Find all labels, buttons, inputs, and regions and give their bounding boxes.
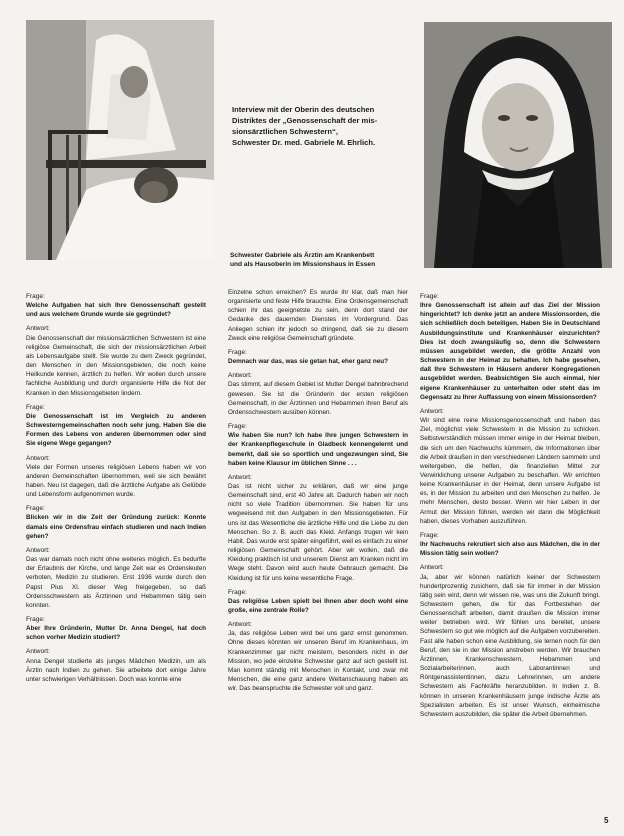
label-antwort: Antwort:: [26, 325, 50, 333]
answer-text: Wir sind eine reine Missionsgenossenschaft und haben das Ziel, möglichst viele Schwestern in die Mission zu schicken. Selbstverständlich müssen immer einige in der Heimat bleiben, die sich um den Nachwuchs kümmern, die Informationen über die Arbeit draußen in den verschiedenen Ländern sammeln und weitergeben, die helfen, die finanziellen Mittel zur Verwirklichung unserer Aufgaben zu beschaffen. Wir errichten keine Krankenhäuser in der Heimat, denn unsere Aufgabe ist es, in der Mission zu arbeiten und den Menschen zu helfen. Je mehr Menschen, desto besser. Wenn wir hier Leben in der Armut der Mission führen, werden wir dann die Möglichkeit haben, dieses Vorhaben auszuführen.: [420, 417, 600, 525]
question-text: Ihre Genossenschaft ist allein auf das Ziel der Mission hingerichtet? Ich denke jetzt an andere Missionsorden, die sich schließlich doch beteiligen. Haben Sie in Deutschland Ausbildungsinstitute und Krankenhäuser einzurichten? Dies ist doch zwangsläufig so, denn die Schwestern müssen ausgebildet werden, die größte Anzahl von Schwestern in der Heimat zu behalten. Ich habe gesehen, daß Ihre Schwestern in Häusern anderer Kongregationen ausgebildet werden. Beabsichtigen Sie auch einmal, hier eigene Krankenhäuser zu unterhalten oder steht das im Gegensatz zu Ihrer Auffassung von einem Missionsorden?: [420, 302, 600, 401]
bedside-photo-illustration: [26, 20, 214, 260]
label-antwort: Antwort:: [420, 407, 444, 415]
interview-intro: [232, 104, 417, 148]
question-text: Blicken wir in die Zeit der Gründung zurück: Konnte damals eine Ordensfrau einfach studieren und nach Indien gehen?: [26, 514, 206, 540]
text-column-2: [228, 288, 408, 818]
intro-line-4: Schwester Dr. med. Gabriele M. Ehrlich.: [232, 138, 376, 147]
photo-caption: [230, 252, 410, 269]
label-antwort: Antwort:: [420, 564, 444, 572]
photo-nun-at-bedside: [26, 20, 214, 260]
text-column-1: [26, 290, 206, 820]
question-text: Welche Aufgaben hat sich Ihre Genossenschaft gestellt und aus welchem Grunde wurde sie gegründet?: [26, 302, 206, 319]
label-frage: Frage:: [228, 588, 247, 596]
question-text: Wie haben Sie nun? Ich habe Ihre jungen Schwestern in der Krankenpflegeschule in Gladbeck kennengelernt und bemerkt, daß sie so sportlich und ungezwungen sind, Sie haben keine Klausur im üblichen Sinne . . .: [228, 432, 408, 467]
label-antwort: Antwort:: [26, 454, 50, 462]
label-antwort: Antwort:: [26, 546, 50, 554]
answer-text: Das stimmt, auf diesem Gebiet ist Mutter Dengel bahnbrechend gewesen. Sie ist die Gründerin der ersten religiösen Gemeinschaft, in der Ärztinnen und Hebammen ihren Beruf als Ordensschwestern ausüben können.: [228, 381, 408, 416]
answer-text: Anna Dengel studierte als junges Mädchen Medizin, um als Ärztin nach Indien zu gehen. Sie arbeitete dort einige Jahre unter schwierigen Verhältnissen. Doch was konnte eine: [26, 657, 206, 683]
answer-text: Viele der Formen unseres religiösen Lebens haben wir von anderen Gemeinschaften übernommen, weil sie sich bewährt haben. Neu ist dagegen, daß die ärztliche Aufgabe als Gelübde und Lebensform aufgenommen wurde.: [26, 463, 206, 499]
answer-text: Das war damals noch nicht ohne weiteres möglich. Es bedurfte der Erlaubnis der Kirche, und lange Zeit war es Ordensleuten verboten, Medizin zu studieren. Erst 1936 wurde durch den Papst Pius XI. dieser Weg freigegeben, so daß Ordensschwestern als Ärztinnen und Hebammen tätig sein konnten.: [26, 556, 206, 609]
label-frage: Frage:: [228, 348, 247, 356]
label-frage: Frage:: [26, 505, 45, 513]
question-text: Ihr Nachwuchs rekrutiert sich also aus Mädchen, die in der Mission tätig sein wollen?: [420, 541, 600, 558]
label-antwort: Antwort:: [228, 473, 252, 481]
label-frage: Frage:: [420, 531, 439, 539]
answer-text: Ja, aber wir können natürlich keiner der Schwestern hundertprozentig zusichern, daß sie für immer in der Mission tätig sein wird, denn wir wissen nie, was uns die Zukunft bringt. Schwestern gehen, die für das Fortbestehen der Genossenschaft arbeiten, damit draußen die Mission immer weiter betrieben wird. Wir fühlen uns bereitet, unsere Schwestern so gut wie möglich auf die Aufgaben vorzubereiten. Fast alle haben schon eine Ausbildung, sie lernen noch für den Beruf, den sie in der Mission anstreben werden. Wir brauchen Ärztinnen, Krankenschwestern, Hebammen und Sozialarbeiterinnen, auch Laborantinnen und Röntgenassistentinnen, dazu Lehrerinnen, um andere Schwestern als Fachkräfte heranzubilden. In Indien z. B. können in unseren Krankenhäusern junge indische Ärzte als Spezialisten arbeiten. Es ist unser Wunsch, einheimische Schwestern auszubilden, die später die Arbeit übernehmen.: [420, 573, 600, 718]
label-frage: Frage:: [26, 403, 45, 411]
label-frage: Frage:: [26, 293, 45, 300]
intro-line-3: sionsärztlichen Schwestern“,: [232, 127, 338, 136]
answer-text: Ja, das religiöse Leben wird bei uns ganz ernst genommen. Ohne dieses könnten wir unseren Beruf im Krankenhaus, im Krankenzimmer gar nicht meistern, besonders nicht in der Mission, wo jede einzelne Schwester ganz auf sich gestellt ist. Man kommt ständig mit Menschen in Kontakt, und zwar mit Menschen, die eine ganz andere Weltanschauung haben als wir. Das beanspruchte die Schwester voll und ganz.: [228, 630, 408, 693]
portrait-photo-illustration: [424, 22, 612, 268]
answer-text: Das ist nicht sicher zu erklären, daß wir eine junge Gemeinschaft sind, erst 40 Jahre alt. Dadurch haben wir noch nicht so viele Tradition übernommen. Sie haben für uns wegweisend mit den Aufgaben in den Missionsgebieten. Für uns ist das Wesentliche die ärztliche Hilfe und die Liebe zu den Menschen. So z. B. auch das Kleid. Anfangs trugen wir kein Habit. Das wurde erst später eingeführt, weil es einfach zu einer religiösen Gemeinschaft gehört. Aber wir wollen, daß die Kleidung praktisch ist und unserem Dienst am Kranken nicht im Wege steht. Davon wird auch heute Gebrauch gemacht. Die Kleidung ist für uns keine wesentliche Frage.: [228, 482, 408, 582]
label-frage: Frage:: [26, 616, 45, 623]
intro-line-1: Interview mit der Oberin des deutschen: [232, 105, 375, 114]
caption-line-2: und als Hausoberin im Missionshaus in Essen: [230, 260, 376, 268]
caption-line-1: Schwester Gabriele als Ärztin am Krankenbett: [230, 252, 375, 259]
label-frage: Frage:: [228, 423, 247, 431]
text-column-3: [420, 290, 600, 820]
label-frage: Frage:: [420, 293, 439, 300]
answer-text: Die Genossenschaft der missionsärztlichen Schwestern ist eine religiöse Gemeinschaft, die sich der missionsärztlichen Arbeit als Lebensaufgabe stellt. Sie wurde zu dem Zweck gegründet, den Menschen in den Missionsgebieten, die noch keine Heilkunde kennen, ärztlich zu helfen. Wir wollen durch unsere fachliche Ausbildung und durch organisierte Hilfe die Not der Kranken in den Missionsgebieten lindern.: [26, 334, 206, 397]
label-antwort: Antwort:: [228, 372, 252, 380]
label-antwort: Antwort:: [228, 621, 252, 629]
question-text: Die Genossenschaft ist im Vergleich zu anderen Schwesterngemeinschaften noch sehr jung. Haben Sie die Formen des Lebens von anderen übernommen oder sind Sie eigene Wege gegangen?: [26, 412, 206, 448]
question-text: Das religiöse Leben spielt bei Ihnen aber doch wohl eine große, eine zentrale Rolle?: [228, 597, 408, 614]
question-text: Demnach war das, was sie getan hat, eher ganz neu?: [228, 358, 389, 366]
intro-line-2: Distriktes der „Genossenschaft der mis-: [232, 116, 378, 125]
label-antwort: Antwort:: [26, 648, 50, 656]
photo-portrait-superior: [424, 22, 612, 268]
page-number: 5: [604, 816, 609, 825]
question-text: Aber Ihre Gründerin, Mutter Dr. Anna Dengel, hat doch schon vorher Medizin studiert?: [26, 625, 206, 642]
answer-text: Einzelne schon erreichen? Es wurde ihr klar, daß man hier organisierte und feste Hilfe brauchte. Eine Ordensgemeinschaft schien ihr das geeignetste zu sein, denn dort stand der Gedanke des dauernden Dienstes im Vordergrund. Das Anliegen schien ihr jedoch so dringend, daß sie zu diesem Zweck eine religiöse Gemeinschaft gründete.: [228, 289, 408, 342]
